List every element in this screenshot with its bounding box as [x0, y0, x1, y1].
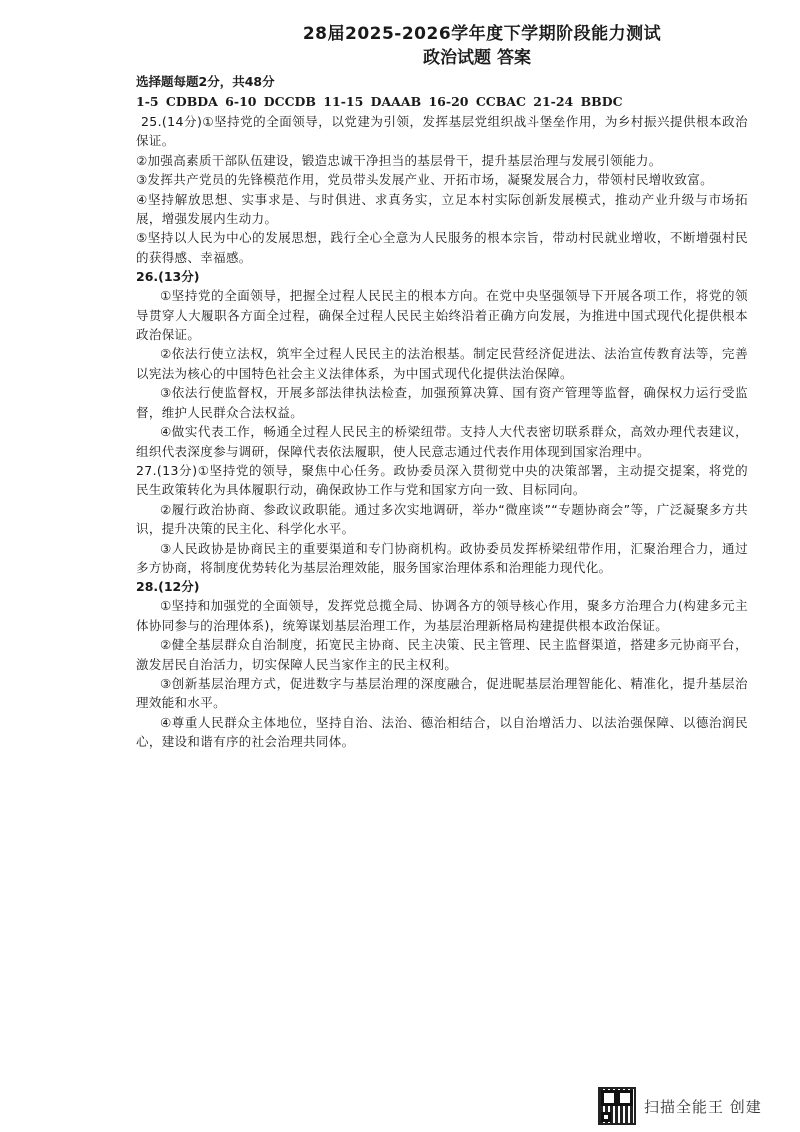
qr-code-icon — [598, 1087, 636, 1125]
q25-point-4: ④坚持解放思想、实事求是、与时俱进、求真务实，立足本村实际创新发展模式，推动产业升级与市场拓展，增强发展内生动力。 — [136, 191, 748, 227]
q26-point-3: ③依法行使监督权，开展多部法律执法检查，加强预算决算、国有资产管理等监督，确保权力运行受监督，维护人民群众合法权益。 — [136, 385, 748, 420]
q28-heading: 28.(12分) — [136, 579, 200, 595]
q27-point-1: 27.(13分)①坚持党的领导，聚焦中心任务。政协委员深入贯彻党中央的决策部署，主动提交提案，将党的民生政策转化为具体履职行动，确保政协工作与党和国家方向一致、目标同向。 — [136, 462, 748, 498]
question-26-answer — [136, 267, 748, 461]
q27-point-2: ②履行政治协商、参政议政职能。通过多次实地调研，举办“微座谈”“专题协商会”等，广泛凝聚多方共识，提升决策的民主化、科学化水平。 — [136, 501, 748, 537]
q26-point-2: ②依法行使立法权，筑牢全过程人民民主的法治根基。制定民营经济促进法、法治宣传教育法等，完善以宪法为核心的中国特色社会主义法律体系，为中国式现代化提供法治保障。 — [136, 346, 748, 381]
q28-point-1: ①坚持和加强党的全面领导，发挥党总揽全局、协调各方的领导核心作用，聚多方治理合力(构建多元主体协同参与的治理体系)，统筹谋划基层治理工作，为基层治理新格局构建提供根本政治保证。 — [136, 598, 748, 633]
q25-point-5: ⑤坚持以人民为中心的发展思想，践行全心全意为人民服务的根本宗旨，带动村民就业增收，不断增强村民的获得感、幸福感。 — [136, 230, 748, 265]
scanner-app-label: 扫描全能王 创建 — [644, 1097, 762, 1116]
page-title: 28届2025-2026学年度下学期阶段能力测试 — [302, 24, 662, 44]
scanner-watermark — [598, 1087, 762, 1125]
question-25-answer — [136, 112, 748, 267]
q25-point-2: ②加强高素质干部队伍建设，锻造忠诚干净担当的基层骨干，提升基层治理与发展引领能力。 — [136, 152, 662, 168]
q27-point-3: ③人民政协是协商民主的重要渠道和专门协商机构。政协委员发挥桥梁纽带作用，汇聚治理合力，通过多方协商，将制度优势转化为基层治理效能，服务国家治理体系和治理能力现代化。 — [136, 540, 748, 575]
q28-point-3: ③创新基层治理方式，促进数字与基层治理的深度融合，促进昵基层治理智能化、精准化，提升基层治理效能和水平。 — [136, 675, 748, 711]
q28-point-2: ②健全基层群众自治制度，拓宽民主协商、民主决策、民主管理、民主监督渠道，搭建多元协商平台，激发居民自治活力，切实保障人民当家作主的民主权利。 — [136, 637, 748, 672]
q25-point-3: ③发挥共产党员的先锋模范作用，党员带头发展产业、开拓市场，凝聚发展合力，带领村民增收致富。 — [136, 172, 713, 188]
question-27-answer — [136, 461, 748, 577]
q25-point-1: 25.(14分)①坚持党的全面领导，以党建为引领，发挥基层党组织战斗堡垒作用，为乡村振兴提供根本政治保证。 — [136, 114, 748, 149]
multiple-choice-answers: 1-5 CDBDA 6-10 DCCDB 11-15 DAAAB 16-20 CCBAC 21-24 BBDC — [136, 94, 623, 109]
q28-point-4: ④尊重人民群众主体地位，坚持自治、法治、德治相结合，以自治增活力、以法治强保障、以德治润民心，建设和谐有序的社会治理共同体。 — [136, 714, 748, 750]
question-28-answer — [136, 577, 748, 751]
q26-point-4: ④做实代表工作，畅通全过程人民民主的桥梁纽带。支持人大代表密切联系群众，高效办理代表建议，组织代表深度参与调研，保障代表依法履职，使人民意志通过代表作用体现到国家治理中。 — [136, 424, 748, 459]
multiple-choice-heading: 选择题每题2分，共48分 — [136, 74, 275, 89]
q26-heading: 26.(13分) — [136, 269, 200, 285]
q26-point-1: ①坚持党的全面领导，把握全过程人民民主的根本方向。在党中央坚强领导下开展各项工作，将党的领导贯穿人大履职各方面全过程，确保全过程人民民主始终沿着正确方向发展，为推进中国式现代化提供根本政治保证。 — [136, 288, 748, 343]
page-subtitle: 政治试题 答案 — [423, 48, 531, 68]
